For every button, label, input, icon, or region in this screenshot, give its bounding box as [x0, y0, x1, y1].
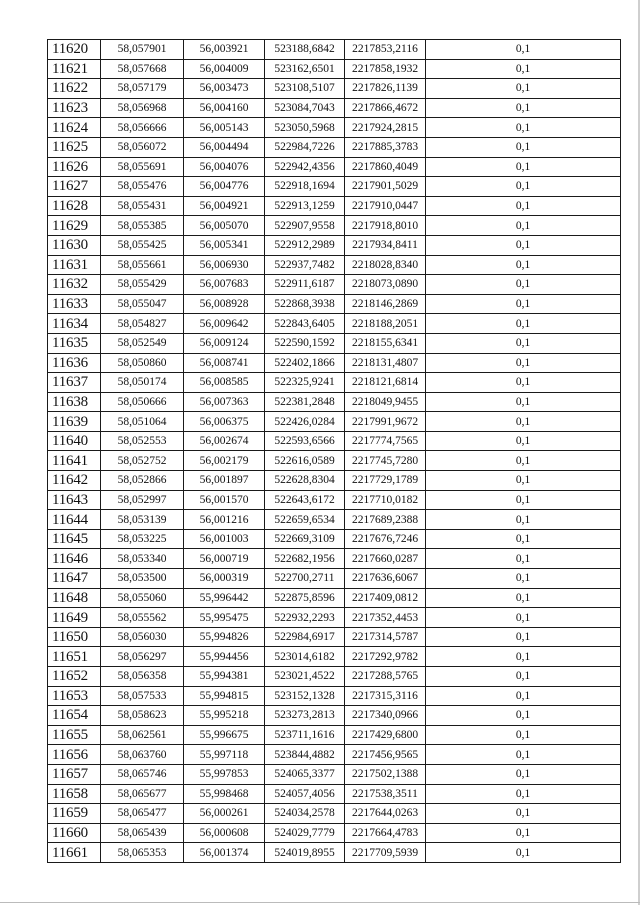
- point-number-cell: 11632: [48, 275, 101, 295]
- latitude-cell: 58,057179: [101, 79, 184, 99]
- accuracy-cell: 0,1: [426, 255, 621, 275]
- y-coordinate-cell: 2217924,2815: [345, 118, 426, 138]
- table-row: [48, 588, 621, 608]
- longitude-cell: 56,009124: [184, 333, 265, 353]
- table-row: [48, 569, 621, 589]
- latitude-cell: 58,062561: [101, 725, 184, 745]
- y-coordinate-cell: 2217910,0447: [345, 196, 426, 216]
- y-coordinate-cell: 2217866,4672: [345, 98, 426, 118]
- accuracy-cell: 0,1: [426, 59, 621, 79]
- y-coordinate-cell: 2218188,2051: [345, 314, 426, 334]
- y-coordinate-cell: 2217636,6067: [345, 569, 426, 589]
- accuracy-cell: 0,1: [426, 549, 621, 569]
- latitude-cell: 58,055661: [101, 255, 184, 275]
- point-number-cell: 11630: [48, 235, 101, 255]
- x-coordinate-cell: 522907,9558: [265, 216, 345, 236]
- accuracy-cell: 0,1: [426, 373, 621, 393]
- y-coordinate-cell: 2217860,4049: [345, 157, 426, 177]
- x-coordinate-cell: 522325,9241: [265, 373, 345, 393]
- longitude-cell: 56,006930: [184, 255, 265, 275]
- point-number-cell: 11628: [48, 196, 101, 216]
- x-coordinate-cell: 522659,6534: [265, 510, 345, 530]
- table-row: [48, 451, 621, 471]
- table-row: [48, 686, 621, 706]
- table-row: [48, 529, 621, 549]
- point-number-cell: 11660: [48, 823, 101, 843]
- accuracy-cell: 0,1: [426, 745, 621, 765]
- accuracy-cell: 0,1: [426, 314, 621, 334]
- y-coordinate-cell: 2217409,0812: [345, 588, 426, 608]
- latitude-cell: 58,053139: [101, 510, 184, 530]
- x-coordinate-cell: 522669,3109: [265, 529, 345, 549]
- x-coordinate-cell: 522426,0284: [265, 412, 345, 432]
- x-coordinate-cell: 522843,6405: [265, 314, 345, 334]
- table-row: [48, 667, 621, 687]
- table-row: [48, 764, 621, 784]
- x-coordinate-cell: 522616,0589: [265, 451, 345, 471]
- table-row: [48, 59, 621, 79]
- latitude-cell: 58,052752: [101, 451, 184, 471]
- y-coordinate-cell: 2217885,3783: [345, 137, 426, 157]
- y-coordinate-cell: 2217689,2388: [345, 510, 426, 530]
- longitude-cell: 55,994381: [184, 667, 265, 687]
- x-coordinate-cell: 522875,8596: [265, 588, 345, 608]
- accuracy-cell: 0,1: [426, 529, 621, 549]
- x-coordinate-cell: 524034,2578: [265, 804, 345, 824]
- accuracy-cell: 0,1: [426, 490, 621, 510]
- point-number-cell: 11633: [48, 294, 101, 314]
- y-coordinate-cell: 2218121,6814: [345, 373, 426, 393]
- longitude-cell: 56,004776: [184, 177, 265, 197]
- accuracy-cell: 0,1: [426, 569, 621, 589]
- longitude-cell: 55,995218: [184, 706, 265, 726]
- point-number-cell: 11631: [48, 255, 101, 275]
- point-number-cell: 11651: [48, 647, 101, 667]
- y-coordinate-cell: 2217901,5029: [345, 177, 426, 197]
- y-coordinate-cell: 2217918,8010: [345, 216, 426, 236]
- table-row: [48, 137, 621, 157]
- x-coordinate-cell: 523021,4522: [265, 667, 345, 687]
- longitude-cell: 56,000261: [184, 804, 265, 824]
- y-coordinate-cell: 2217314,5787: [345, 627, 426, 647]
- y-coordinate-cell: 2217858,1932: [345, 59, 426, 79]
- point-number-cell: 11623: [48, 98, 101, 118]
- x-coordinate-cell: 522911,6187: [265, 275, 345, 295]
- latitude-cell: 58,056297: [101, 647, 184, 667]
- table-row: [48, 196, 621, 216]
- point-number-cell: 11637: [48, 373, 101, 393]
- table-row: [48, 373, 621, 393]
- x-coordinate-cell: 523188,6842: [265, 40, 345, 60]
- longitude-cell: 56,000608: [184, 823, 265, 843]
- latitude-cell: 58,055425: [101, 235, 184, 255]
- x-coordinate-cell: 523014,6182: [265, 647, 345, 667]
- x-coordinate-cell: 522932,2293: [265, 608, 345, 628]
- latitude-cell: 58,053500: [101, 569, 184, 589]
- latitude-cell: 58,065439: [101, 823, 184, 843]
- coordinates-table: [47, 39, 621, 863]
- latitude-cell: 58,052553: [101, 431, 184, 451]
- accuracy-cell: 0,1: [426, 667, 621, 687]
- accuracy-cell: 0,1: [426, 412, 621, 432]
- point-number-cell: 11644: [48, 510, 101, 530]
- table-row: [48, 490, 621, 510]
- latitude-cell: 58,054827: [101, 314, 184, 334]
- longitude-cell: 56,001570: [184, 490, 265, 510]
- point-number-cell: 11636: [48, 353, 101, 373]
- longitude-cell: 56,005341: [184, 235, 265, 255]
- y-coordinate-cell: 2217538,3511: [345, 784, 426, 804]
- table-row: [48, 627, 621, 647]
- accuracy-cell: 0,1: [426, 40, 621, 60]
- y-coordinate-cell: 2217664,4783: [345, 823, 426, 843]
- y-coordinate-cell: 2217502,1388: [345, 764, 426, 784]
- x-coordinate-cell: 522402,1866: [265, 353, 345, 373]
- accuracy-cell: 0,1: [426, 608, 621, 628]
- latitude-cell: 58,065353: [101, 843, 184, 863]
- latitude-cell: 58,055476: [101, 177, 184, 197]
- accuracy-cell: 0,1: [426, 510, 621, 530]
- table-row: [48, 784, 621, 804]
- accuracy-cell: 0,1: [426, 843, 621, 863]
- table-row: [48, 412, 621, 432]
- accuracy-cell: 0,1: [426, 392, 621, 412]
- table-row: [48, 314, 621, 334]
- latitude-cell: 58,053340: [101, 549, 184, 569]
- table-row: [48, 510, 621, 530]
- y-coordinate-cell: 2217315,3116: [345, 686, 426, 706]
- accuracy-cell: 0,1: [426, 275, 621, 295]
- longitude-cell: 56,002674: [184, 431, 265, 451]
- longitude-cell: 55,995475: [184, 608, 265, 628]
- point-number-cell: 11661: [48, 843, 101, 863]
- accuracy-cell: 0,1: [426, 294, 621, 314]
- point-number-cell: 11620: [48, 40, 101, 60]
- longitude-cell: 55,997118: [184, 745, 265, 765]
- latitude-cell: 58,052997: [101, 490, 184, 510]
- accuracy-cell: 0,1: [426, 823, 621, 843]
- longitude-cell: 55,997853: [184, 764, 265, 784]
- table-row: [48, 725, 621, 745]
- x-coordinate-cell: 523108,5107: [265, 79, 345, 99]
- table-row: [48, 431, 621, 451]
- x-coordinate-cell: 522682,1956: [265, 549, 345, 569]
- point-number-cell: 11647: [48, 569, 101, 589]
- table-row: [48, 294, 621, 314]
- y-coordinate-cell: 2217456,9565: [345, 745, 426, 765]
- latitude-cell: 58,051064: [101, 412, 184, 432]
- point-number-cell: 11646: [48, 549, 101, 569]
- longitude-cell: 56,006375: [184, 412, 265, 432]
- accuracy-cell: 0,1: [426, 784, 621, 804]
- y-coordinate-cell: 2217991,9672: [345, 412, 426, 432]
- x-coordinate-cell: 523273,2813: [265, 706, 345, 726]
- accuracy-cell: 0,1: [426, 647, 621, 667]
- table-row: [48, 745, 621, 765]
- x-coordinate-cell: 522700,2711: [265, 569, 345, 589]
- latitude-cell: 58,055691: [101, 157, 184, 177]
- longitude-cell: 56,008741: [184, 353, 265, 373]
- longitude-cell: 56,000319: [184, 569, 265, 589]
- y-coordinate-cell: 2217340,0966: [345, 706, 426, 726]
- latitude-cell: 58,056968: [101, 98, 184, 118]
- y-coordinate-cell: 2217352,4453: [345, 608, 426, 628]
- y-coordinate-cell: 2217660,0287: [345, 549, 426, 569]
- point-number-cell: 11627: [48, 177, 101, 197]
- longitude-cell: 55,998468: [184, 784, 265, 804]
- latitude-cell: 58,056072: [101, 137, 184, 157]
- accuracy-cell: 0,1: [426, 725, 621, 745]
- x-coordinate-cell: 522942,4356: [265, 157, 345, 177]
- point-number-cell: 11642: [48, 471, 101, 491]
- point-number-cell: 11658: [48, 784, 101, 804]
- latitude-cell: 58,057901: [101, 40, 184, 60]
- accuracy-cell: 0,1: [426, 588, 621, 608]
- table-row: [48, 608, 621, 628]
- y-coordinate-cell: 2218146,2869: [345, 294, 426, 314]
- y-coordinate-cell: 2218028,8340: [345, 255, 426, 275]
- accuracy-cell: 0,1: [426, 764, 621, 784]
- longitude-cell: 55,996442: [184, 588, 265, 608]
- y-coordinate-cell: 2218131,4807: [345, 353, 426, 373]
- x-coordinate-cell: 523050,5968: [265, 118, 345, 138]
- accuracy-cell: 0,1: [426, 177, 621, 197]
- accuracy-cell: 0,1: [426, 451, 621, 471]
- accuracy-cell: 0,1: [426, 157, 621, 177]
- accuracy-cell: 0,1: [426, 471, 621, 491]
- latitude-cell: 58,063760: [101, 745, 184, 765]
- longitude-cell: 56,009642: [184, 314, 265, 334]
- y-coordinate-cell: 2217676,7246: [345, 529, 426, 549]
- latitude-cell: 58,050666: [101, 392, 184, 412]
- x-coordinate-cell: 522913,1259: [265, 196, 345, 216]
- x-coordinate-cell: 522590,1592: [265, 333, 345, 353]
- accuracy-cell: 0,1: [426, 79, 621, 99]
- point-number-cell: 11652: [48, 667, 101, 687]
- longitude-cell: 56,007363: [184, 392, 265, 412]
- longitude-cell: 55,994826: [184, 627, 265, 647]
- longitude-cell: 55,996675: [184, 725, 265, 745]
- point-number-cell: 11656: [48, 745, 101, 765]
- point-number-cell: 11634: [48, 314, 101, 334]
- x-coordinate-cell: 524029,7779: [265, 823, 345, 843]
- longitude-cell: 56,003921: [184, 40, 265, 60]
- point-number-cell: 11641: [48, 451, 101, 471]
- accuracy-cell: 0,1: [426, 118, 621, 138]
- x-coordinate-cell: 522918,1694: [265, 177, 345, 197]
- table-row: [48, 118, 621, 138]
- latitude-cell: 58,057533: [101, 686, 184, 706]
- longitude-cell: 55,994815: [184, 686, 265, 706]
- longitude-cell: 56,001897: [184, 471, 265, 491]
- longitude-cell: 56,004921: [184, 196, 265, 216]
- table-row: [48, 333, 621, 353]
- point-number-cell: 11621: [48, 59, 101, 79]
- table-row: [48, 255, 621, 275]
- table-row: [48, 79, 621, 99]
- point-number-cell: 11645: [48, 529, 101, 549]
- point-number-cell: 11655: [48, 725, 101, 745]
- point-number-cell: 11657: [48, 764, 101, 784]
- latitude-cell: 58,050860: [101, 353, 184, 373]
- x-coordinate-cell: 522868,3938: [265, 294, 345, 314]
- latitude-cell: 58,065677: [101, 784, 184, 804]
- longitude-cell: 56,005070: [184, 216, 265, 236]
- table-row: [48, 843, 621, 863]
- latitude-cell: 58,055385: [101, 216, 184, 236]
- x-coordinate-cell: 524019,8955: [265, 843, 345, 863]
- latitude-cell: 58,055429: [101, 275, 184, 295]
- y-coordinate-cell: 2217745,7280: [345, 451, 426, 471]
- y-coordinate-cell: 2217292,9782: [345, 647, 426, 667]
- latitude-cell: 58,055047: [101, 294, 184, 314]
- x-coordinate-cell: 522984,7226: [265, 137, 345, 157]
- longitude-cell: 56,005143: [184, 118, 265, 138]
- point-number-cell: 11653: [48, 686, 101, 706]
- table-row: [48, 353, 621, 373]
- longitude-cell: 56,000719: [184, 549, 265, 569]
- x-coordinate-cell: 522593,6566: [265, 431, 345, 451]
- point-number-cell: 11648: [48, 588, 101, 608]
- y-coordinate-cell: 2217429,6800: [345, 725, 426, 745]
- x-coordinate-cell: 522628,8304: [265, 471, 345, 491]
- y-coordinate-cell: 2217934,8411: [345, 235, 426, 255]
- table-row: [48, 647, 621, 667]
- table-row: [48, 706, 621, 726]
- y-coordinate-cell: 2217853,2116: [345, 40, 426, 60]
- latitude-cell: 58,052549: [101, 333, 184, 353]
- accuracy-cell: 0,1: [426, 137, 621, 157]
- y-coordinate-cell: 2217826,1139: [345, 79, 426, 99]
- table-row: [48, 216, 621, 236]
- longitude-cell: 56,008585: [184, 373, 265, 393]
- latitude-cell: 58,050174: [101, 373, 184, 393]
- latitude-cell: 58,065746: [101, 764, 184, 784]
- scan-bottom-line: [0, 902, 640, 903]
- latitude-cell: 58,053225: [101, 529, 184, 549]
- longitude-cell: 56,004009: [184, 59, 265, 79]
- x-coordinate-cell: 523711,1616: [265, 725, 345, 745]
- y-coordinate-cell: 2217710,0182: [345, 490, 426, 510]
- table-row: [48, 471, 621, 491]
- y-coordinate-cell: 2217644,0263: [345, 804, 426, 824]
- x-coordinate-cell: 522643,6172: [265, 490, 345, 510]
- longitude-cell: 56,004076: [184, 157, 265, 177]
- longitude-cell: 56,001216: [184, 510, 265, 530]
- point-number-cell: 11638: [48, 392, 101, 412]
- point-number-cell: 11659: [48, 804, 101, 824]
- table-row: [48, 98, 621, 118]
- longitude-cell: 56,004160: [184, 98, 265, 118]
- coordinates-table-body: [48, 40, 621, 863]
- point-number-cell: 11643: [48, 490, 101, 510]
- longitude-cell: 56,004494: [184, 137, 265, 157]
- accuracy-cell: 0,1: [426, 804, 621, 824]
- x-coordinate-cell: 524057,4056: [265, 784, 345, 804]
- accuracy-cell: 0,1: [426, 196, 621, 216]
- y-coordinate-cell: 2217709,5939: [345, 843, 426, 863]
- y-coordinate-cell: 2217729,1789: [345, 471, 426, 491]
- table-row: [48, 549, 621, 569]
- latitude-cell: 58,058623: [101, 706, 184, 726]
- point-number-cell: 11654: [48, 706, 101, 726]
- accuracy-cell: 0,1: [426, 98, 621, 118]
- table-row: [48, 804, 621, 824]
- x-coordinate-cell: 522912,2989: [265, 235, 345, 255]
- table-row: [48, 275, 621, 295]
- point-number-cell: 11639: [48, 412, 101, 432]
- table-row: [48, 177, 621, 197]
- accuracy-cell: 0,1: [426, 333, 621, 353]
- latitude-cell: 58,052866: [101, 471, 184, 491]
- point-number-cell: 11625: [48, 137, 101, 157]
- table-row: [48, 157, 621, 177]
- point-number-cell: 11640: [48, 431, 101, 451]
- accuracy-cell: 0,1: [426, 216, 621, 236]
- x-coordinate-cell: 523152,1328: [265, 686, 345, 706]
- point-number-cell: 11624: [48, 118, 101, 138]
- latitude-cell: 58,055562: [101, 608, 184, 628]
- table-row: [48, 823, 621, 843]
- latitude-cell: 58,057668: [101, 59, 184, 79]
- longitude-cell: 56,008928: [184, 294, 265, 314]
- x-coordinate-cell: 523844,4882: [265, 745, 345, 765]
- point-number-cell: 11626: [48, 157, 101, 177]
- longitude-cell: 56,007683: [184, 275, 265, 295]
- y-coordinate-cell: 2218073,0890: [345, 275, 426, 295]
- accuracy-cell: 0,1: [426, 706, 621, 726]
- x-coordinate-cell: 523162,6501: [265, 59, 345, 79]
- table-row: [48, 392, 621, 412]
- point-number-cell: 11635: [48, 333, 101, 353]
- longitude-cell: 56,001003: [184, 529, 265, 549]
- point-number-cell: 11622: [48, 79, 101, 99]
- table-row: [48, 235, 621, 255]
- point-number-cell: 11650: [48, 627, 101, 647]
- accuracy-cell: 0,1: [426, 235, 621, 255]
- accuracy-cell: 0,1: [426, 686, 621, 706]
- x-coordinate-cell: 522937,7482: [265, 255, 345, 275]
- y-coordinate-cell: 2217774,7565: [345, 431, 426, 451]
- table-row: [48, 40, 621, 60]
- y-coordinate-cell: 2218049,9455: [345, 392, 426, 412]
- latitude-cell: 58,056030: [101, 627, 184, 647]
- x-coordinate-cell: 524065,3377: [265, 764, 345, 784]
- x-coordinate-cell: 522381,2848: [265, 392, 345, 412]
- latitude-cell: 58,055060: [101, 588, 184, 608]
- accuracy-cell: 0,1: [426, 353, 621, 373]
- point-number-cell: 11629: [48, 216, 101, 236]
- longitude-cell: 55,994456: [184, 647, 265, 667]
- x-coordinate-cell: 522984,6917: [265, 627, 345, 647]
- latitude-cell: 58,055431: [101, 196, 184, 216]
- accuracy-cell: 0,1: [426, 627, 621, 647]
- latitude-cell: 58,056358: [101, 667, 184, 687]
- y-coordinate-cell: 2218155,6341: [345, 333, 426, 353]
- point-number-cell: 11649: [48, 608, 101, 628]
- longitude-cell: 56,002179: [184, 451, 265, 471]
- longitude-cell: 56,001374: [184, 843, 265, 863]
- x-coordinate-cell: 523084,7043: [265, 98, 345, 118]
- y-coordinate-cell: 2217288,5765: [345, 667, 426, 687]
- latitude-cell: 58,065477: [101, 804, 184, 824]
- latitude-cell: 58,056666: [101, 118, 184, 138]
- accuracy-cell: 0,1: [426, 431, 621, 451]
- longitude-cell: 56,003473: [184, 79, 265, 99]
